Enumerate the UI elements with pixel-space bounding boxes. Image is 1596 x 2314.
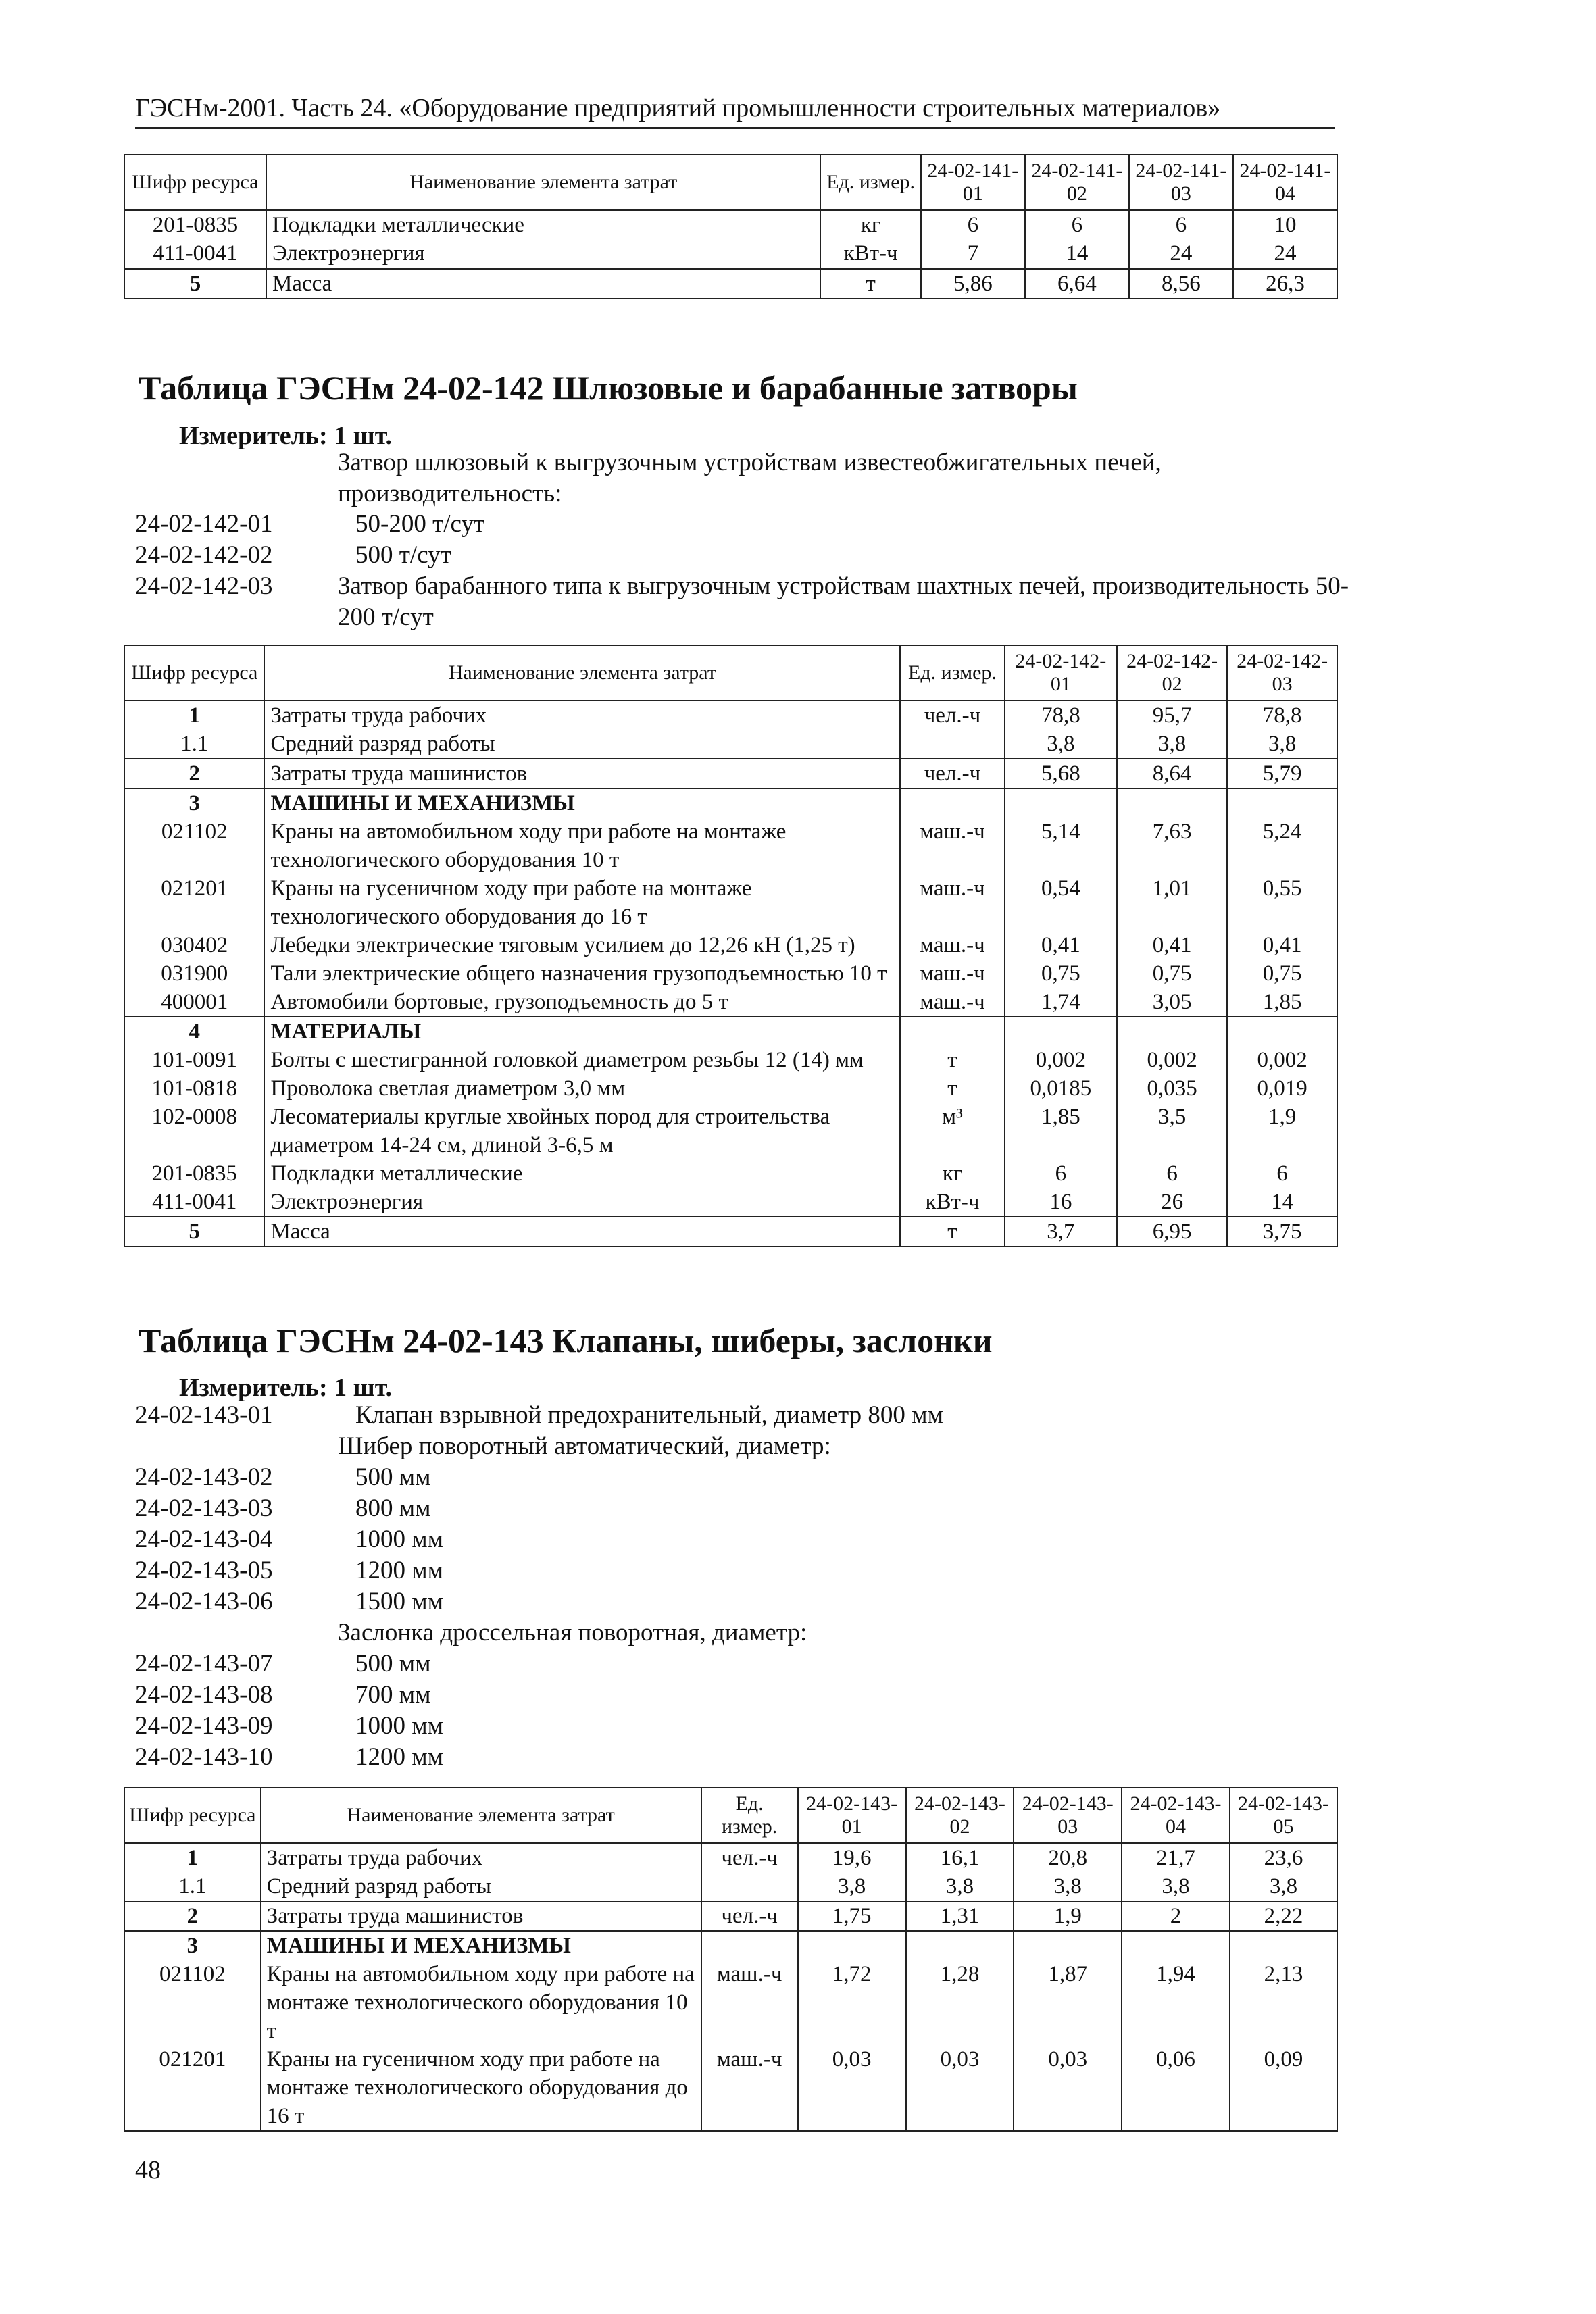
row-value: 3,8 [798,1872,906,1901]
row-code: 411-0041 [124,1188,264,1217]
row-value: 5,79 [1227,759,1337,788]
section-title-143: Таблица ГЭСНм 24-02-143 Клапаны, шиберы, заслонки [139,1322,993,1359]
table-row [124,1931,1337,1960]
row-unit: маш.-ч [900,959,1004,988]
row-unit [701,1872,798,1901]
row-value: 6 [1129,210,1233,239]
row-value: 16 [1005,1188,1117,1217]
row-value: 0,75 [1117,959,1227,988]
col-value-header: 24-02-143-05 [1230,1788,1337,1843]
row-value: 0,03 [906,2045,1014,2131]
table-row [124,1074,1337,1103]
row-value: 1,87 [1014,1960,1122,2045]
page-number: 48 [135,2156,161,2184]
row-name: Затраты труда рабочих [264,701,900,730]
table-row [124,1103,1337,1159]
row-value [1227,788,1337,818]
row-value: 0,06 [1122,2045,1230,2131]
row-value: 0,002 [1227,1046,1337,1074]
col-value-header: 24-02-141-01 [921,155,1025,210]
description-text: производительность: [338,480,562,507]
row-value: 6 [1227,1159,1337,1188]
row-name: МАТЕРИАЛЫ [264,1017,900,1046]
row-unit: т [900,1217,1004,1247]
table-row [124,1960,1337,2045]
row-value: 3,75 [1227,1217,1337,1247]
table-row [124,1872,1337,1901]
row-value: 8,56 [1129,269,1233,299]
measure-unit: Измеритель: 1 шт. [179,422,393,450]
item-code: 24-02-143-09 [135,1712,273,1740]
row-value: 0,0185 [1005,1074,1117,1103]
row-name: Электроэнергия [266,239,821,269]
row-value: 0,54 [1005,874,1117,931]
item-text: 500 мм [355,1463,431,1491]
col-code-header: Шифр ресурса [124,645,264,701]
col-value-header: 24-02-141-02 [1025,155,1129,210]
table-row [124,1843,1337,1872]
group-heading: Заслонка дроссельная поворотная, диаметр: [338,1619,807,1646]
row-name: Краны на гусеничном ходу при работе на монтаже технологического оборудования до 16 т [261,2045,701,2131]
item-text: 800 мм [355,1494,431,1522]
item-code: 24-02-143-01 [135,1401,273,1429]
row-value: 78,8 [1005,701,1117,730]
table-row [124,1901,1337,1931]
row-code: 1 [124,1843,261,1872]
row-value: 8,64 [1117,759,1227,788]
row-value: 0,09 [1230,2045,1337,2131]
row-unit: чел.-ч [701,1901,798,1931]
item-code: 24-02-143-07 [135,1650,273,1678]
row-unit: кВт-ч [820,239,920,269]
row-name: Краны на гусеничном ходу при работе на монтаже технологического оборудования до 16 т [264,874,900,931]
row-value [1117,1017,1227,1046]
col-value-header: 24-02-143-03 [1014,1788,1122,1843]
row-value: 5,24 [1227,818,1337,874]
row-unit: кВт-ч [900,1188,1004,1217]
row-name: МАШИНЫ И МЕХАНИЗМЫ [261,1931,701,1960]
col-value-header: 24-02-142-02 [1117,645,1227,701]
row-unit: чел.-ч [900,701,1004,730]
col-value-header: 24-02-141-03 [1129,155,1233,210]
row-value [1005,788,1117,818]
row-value: 1,9 [1227,1103,1337,1159]
row-unit: маш.-ч [900,931,1004,959]
table-row [124,1217,1337,1247]
row-name: Проволока светлая диаметром 3,0 мм [264,1074,900,1103]
row-value: 6 [1117,1159,1227,1188]
row-value: 10 [1233,210,1337,239]
col-code-header: Шифр ресурса [124,155,266,210]
row-value [1122,1931,1230,1960]
row-unit: т [820,269,920,299]
row-code: 1.1 [124,1872,261,1901]
row-code: 5 [124,269,266,299]
row-value: 0,03 [1014,2045,1122,2131]
row-value: 7 [921,239,1025,269]
row-value [1117,788,1227,818]
row-name: Подкладки металлические [264,1159,900,1188]
row-name: Затраты труда рабочих [261,1843,701,1872]
row-value: 1,31 [906,1901,1014,1931]
row-code: 021102 [124,1960,261,2045]
row-value: 24 [1129,239,1233,269]
row-value [906,1931,1014,1960]
table-row [124,959,1337,988]
row-value: 0,41 [1117,931,1227,959]
row-code: 3 [124,1931,261,1960]
row-value: 2 [1122,1901,1230,1931]
row-value: 3,8 [1122,1872,1230,1901]
row-code: 411-0041 [124,239,266,269]
table-row [124,1017,1337,1046]
row-value [1230,1931,1337,1960]
row-code: 2 [124,759,264,788]
row-value: 6,95 [1117,1217,1227,1247]
row-code: 102-0008 [124,1103,264,1159]
row-value [1227,1017,1337,1046]
row-name: Болты с шестигранной головкой диаметром резьбы 12 (14) мм [264,1046,900,1074]
row-value: 24 [1233,239,1337,269]
row-unit: маш.-ч [701,2045,798,2131]
row-value [798,1931,906,1960]
row-code: 031900 [124,959,264,988]
item-text: 1000 мм [355,1526,444,1553]
row-code: 101-0818 [124,1074,264,1103]
item-code: 24-02-143-04 [135,1526,273,1553]
description-text: Затвор шлюзовый к выгрузочным устройствам известеобжигательных печей, [338,449,1162,476]
item-text: 500 т/сут [355,541,451,569]
table-row [124,788,1337,818]
row-value: 2,22 [1230,1901,1337,1931]
row-value: 19,6 [798,1843,906,1872]
row-value: 1,72 [798,1960,906,2045]
row-unit: кг [900,1159,1004,1188]
item-text: 200 т/сут [338,603,434,631]
row-value: 0,55 [1227,874,1337,931]
row-name: Лебедки электрические тяговым усилием до 12,26 кН (1,25 т) [264,931,900,959]
table-row [124,988,1337,1017]
row-value: 0,002 [1005,1046,1117,1074]
row-value: 6 [1005,1159,1117,1188]
item-text: 500 мм [355,1650,431,1678]
row-value: 2,13 [1230,1960,1337,2045]
col-code-header: Шифр ресурса [124,1788,261,1843]
row-value [1005,1017,1117,1046]
table-row [124,931,1337,959]
row-value: 3,05 [1117,988,1227,1017]
row-value: 0,75 [1227,959,1337,988]
resource-table-143 [124,1787,1338,2132]
row-value: 0,03 [798,2045,906,2131]
col-unit-header: Ед. измер. [701,1788,798,1843]
row-value: 5,86 [921,269,1025,299]
row-value: 14 [1227,1188,1337,1217]
row-name: Краны на автомобильном ходу при работе на монтаже технологического оборудования 10 т [261,1960,701,2045]
row-code: 201-0835 [124,210,266,239]
page-header: ГЭСНм-2001. Часть 24. «Оборудование предприятий промышленности строительных материалов» [135,93,1335,129]
table-row [124,239,1337,269]
item-text: 50-200 т/сут [355,510,485,538]
item-code: 24-02-142-01 [135,510,273,538]
row-name: Средний разряд работы [261,1872,701,1901]
row-code: 030402 [124,931,264,959]
row-value: 14 [1025,239,1129,269]
item-text: 1000 мм [355,1712,444,1740]
row-value: 95,7 [1117,701,1227,730]
row-code: 5 [124,1217,264,1247]
row-value: 1,75 [798,1901,906,1931]
row-name: Электроэнергия [264,1188,900,1217]
item-code: 24-02-143-06 [135,1588,273,1615]
row-value: 0,019 [1227,1074,1337,1103]
row-code: 2 [124,1901,261,1931]
item-text: Клапан взрывной предохранительный, диаметр 800 мм [355,1401,944,1429]
row-unit [900,730,1004,759]
row-value: 3,8 [906,1872,1014,1901]
row-unit: маш.-ч [900,874,1004,931]
item-code: 24-02-143-10 [135,1743,273,1771]
row-unit: т [900,1074,1004,1103]
row-unit: кг [820,210,920,239]
item-code: 24-02-142-02 [135,541,273,569]
row-value: 26 [1117,1188,1227,1217]
row-code: 201-0835 [124,1159,264,1188]
item-code: 24-02-143-02 [135,1463,273,1491]
row-value: 1,74 [1005,988,1117,1017]
item-code: 24-02-143-05 [135,1557,273,1584]
row-unit [900,1017,1004,1046]
row-value: 6 [921,210,1025,239]
row-value: 0,41 [1227,931,1337,959]
row-code: 4 [124,1017,264,1046]
item-code: 24-02-142-03 [135,572,273,600]
row-value: 0,002 [1117,1046,1227,1074]
row-value: 0,75 [1005,959,1117,988]
row-value: 0,035 [1117,1074,1227,1103]
section-title-142: Таблица ГЭСНм 24-02-142 Шлюзовые и барабанные затворы [139,369,1078,407]
row-value: 20,8 [1014,1843,1122,1872]
row-value: 1,94 [1122,1960,1230,2045]
row-unit: маш.-ч [701,1960,798,2045]
row-name: Лесоматериалы круглые хвойных пород для строительства диаметром 14-24 см, длиной 3-6,5 м [264,1103,900,1159]
row-name: Средний разряд работы [264,730,900,759]
row-name: МАШИНЫ И МЕХАНИЗМЫ [264,788,900,818]
table-row [124,269,1337,299]
row-name: Подкладки металлические [266,210,821,239]
resource-table-142 [124,645,1338,1247]
row-code: 101-0091 [124,1046,264,1074]
row-unit: м³ [900,1103,1004,1159]
col-name-header: Наименование элемента затрат [264,645,900,701]
row-unit: маш.-ч [900,988,1004,1017]
row-name: Затраты труда машинистов [264,759,900,788]
table-row [124,874,1337,931]
row-value: 3,5 [1117,1103,1227,1159]
row-value: 3,8 [1005,730,1117,759]
item-text: 1200 мм [355,1743,444,1771]
col-value-header: 24-02-143-01 [798,1788,906,1843]
table-row [124,759,1337,788]
row-code: 1.1 [124,730,264,759]
row-code: 1 [124,701,264,730]
group-heading: Шибер поворотный автоматический, диаметр: [338,1432,831,1460]
row-value: 21,7 [1122,1843,1230,1872]
resource-table-141 [124,154,1338,299]
row-value: 23,6 [1230,1843,1337,1872]
row-value: 16,1 [906,1843,1014,1872]
col-name-header: Наименование элемента затрат [266,155,821,210]
table-row [124,1046,1337,1074]
row-name: Краны на автомобильном ходу при работе на монтаже технологического оборудования 10 т [264,818,900,874]
col-value-header: 24-02-143-04 [1122,1788,1230,1843]
row-value: 1,85 [1005,1103,1117,1159]
row-name: Масса [264,1217,900,1247]
row-code: 021201 [124,874,264,931]
table-row [124,701,1337,730]
row-value: 1,01 [1117,874,1227,931]
item-text: 700 мм [355,1681,431,1709]
row-value [1014,1931,1122,1960]
row-value: 78,8 [1227,701,1337,730]
row-value: 1,85 [1227,988,1337,1017]
row-value: 26,3 [1233,269,1337,299]
row-value: 1,9 [1014,1901,1122,1931]
measure-unit: Измеритель: 1 шт. [179,1374,393,1402]
row-name: Масса [266,269,821,299]
col-value-header: 24-02-143-02 [906,1788,1014,1843]
col-value-header: 24-02-142-03 [1227,645,1337,701]
table-row [124,1159,1337,1188]
row-unit: маш.-ч [900,818,1004,874]
row-value: 0,41 [1005,931,1117,959]
row-value: 3,8 [1230,1872,1337,1901]
row-code: 021201 [124,2045,261,2131]
row-value: 3,8 [1014,1872,1122,1901]
col-unit-header: Ед. измер. [900,645,1004,701]
col-name-header: Наименование элемента затрат [261,1788,701,1843]
row-name: Затраты труда машинистов [261,1901,701,1931]
col-value-header: 24-02-142-01 [1005,645,1117,701]
col-value-header: 24-02-141-04 [1233,155,1337,210]
row-value: 6 [1025,210,1129,239]
item-text: 1500 мм [355,1588,444,1615]
row-value: 3,7 [1005,1217,1117,1247]
item-text: Затвор барабанного типа к выгрузочным устройствам шахтных печей, производительность 50- [338,572,1349,600]
row-unit: т [900,1046,1004,1074]
item-code: 24-02-143-08 [135,1681,273,1709]
table-row [124,1188,1337,1217]
row-value: 3,8 [1227,730,1337,759]
table-row [124,210,1337,239]
item-code: 24-02-143-03 [135,1494,273,1522]
table-row [124,818,1337,874]
row-unit [701,1931,798,1960]
row-code: 3 [124,788,264,818]
row-name: Автомобили бортовые, грузоподъемность до 5 т [264,988,900,1017]
row-value: 7,63 [1117,818,1227,874]
row-unit: чел.-ч [900,759,1004,788]
item-text: 1200 мм [355,1557,444,1584]
table-row [124,730,1337,759]
row-code: 021102 [124,818,264,874]
col-unit-header: Ед. измер. [820,155,920,210]
row-unit [900,788,1004,818]
row-name: Тали электрические общего назначения грузоподъемностью 10 т [264,959,900,988]
row-unit: чел.-ч [701,1843,798,1872]
row-value: 5,14 [1005,818,1117,874]
row-code: 400001 [124,988,264,1017]
row-value: 5,68 [1005,759,1117,788]
row-value: 1,28 [906,1960,1014,2045]
row-value: 3,8 [1117,730,1227,759]
table-row [124,2045,1337,2131]
row-value: 6,64 [1025,269,1129,299]
